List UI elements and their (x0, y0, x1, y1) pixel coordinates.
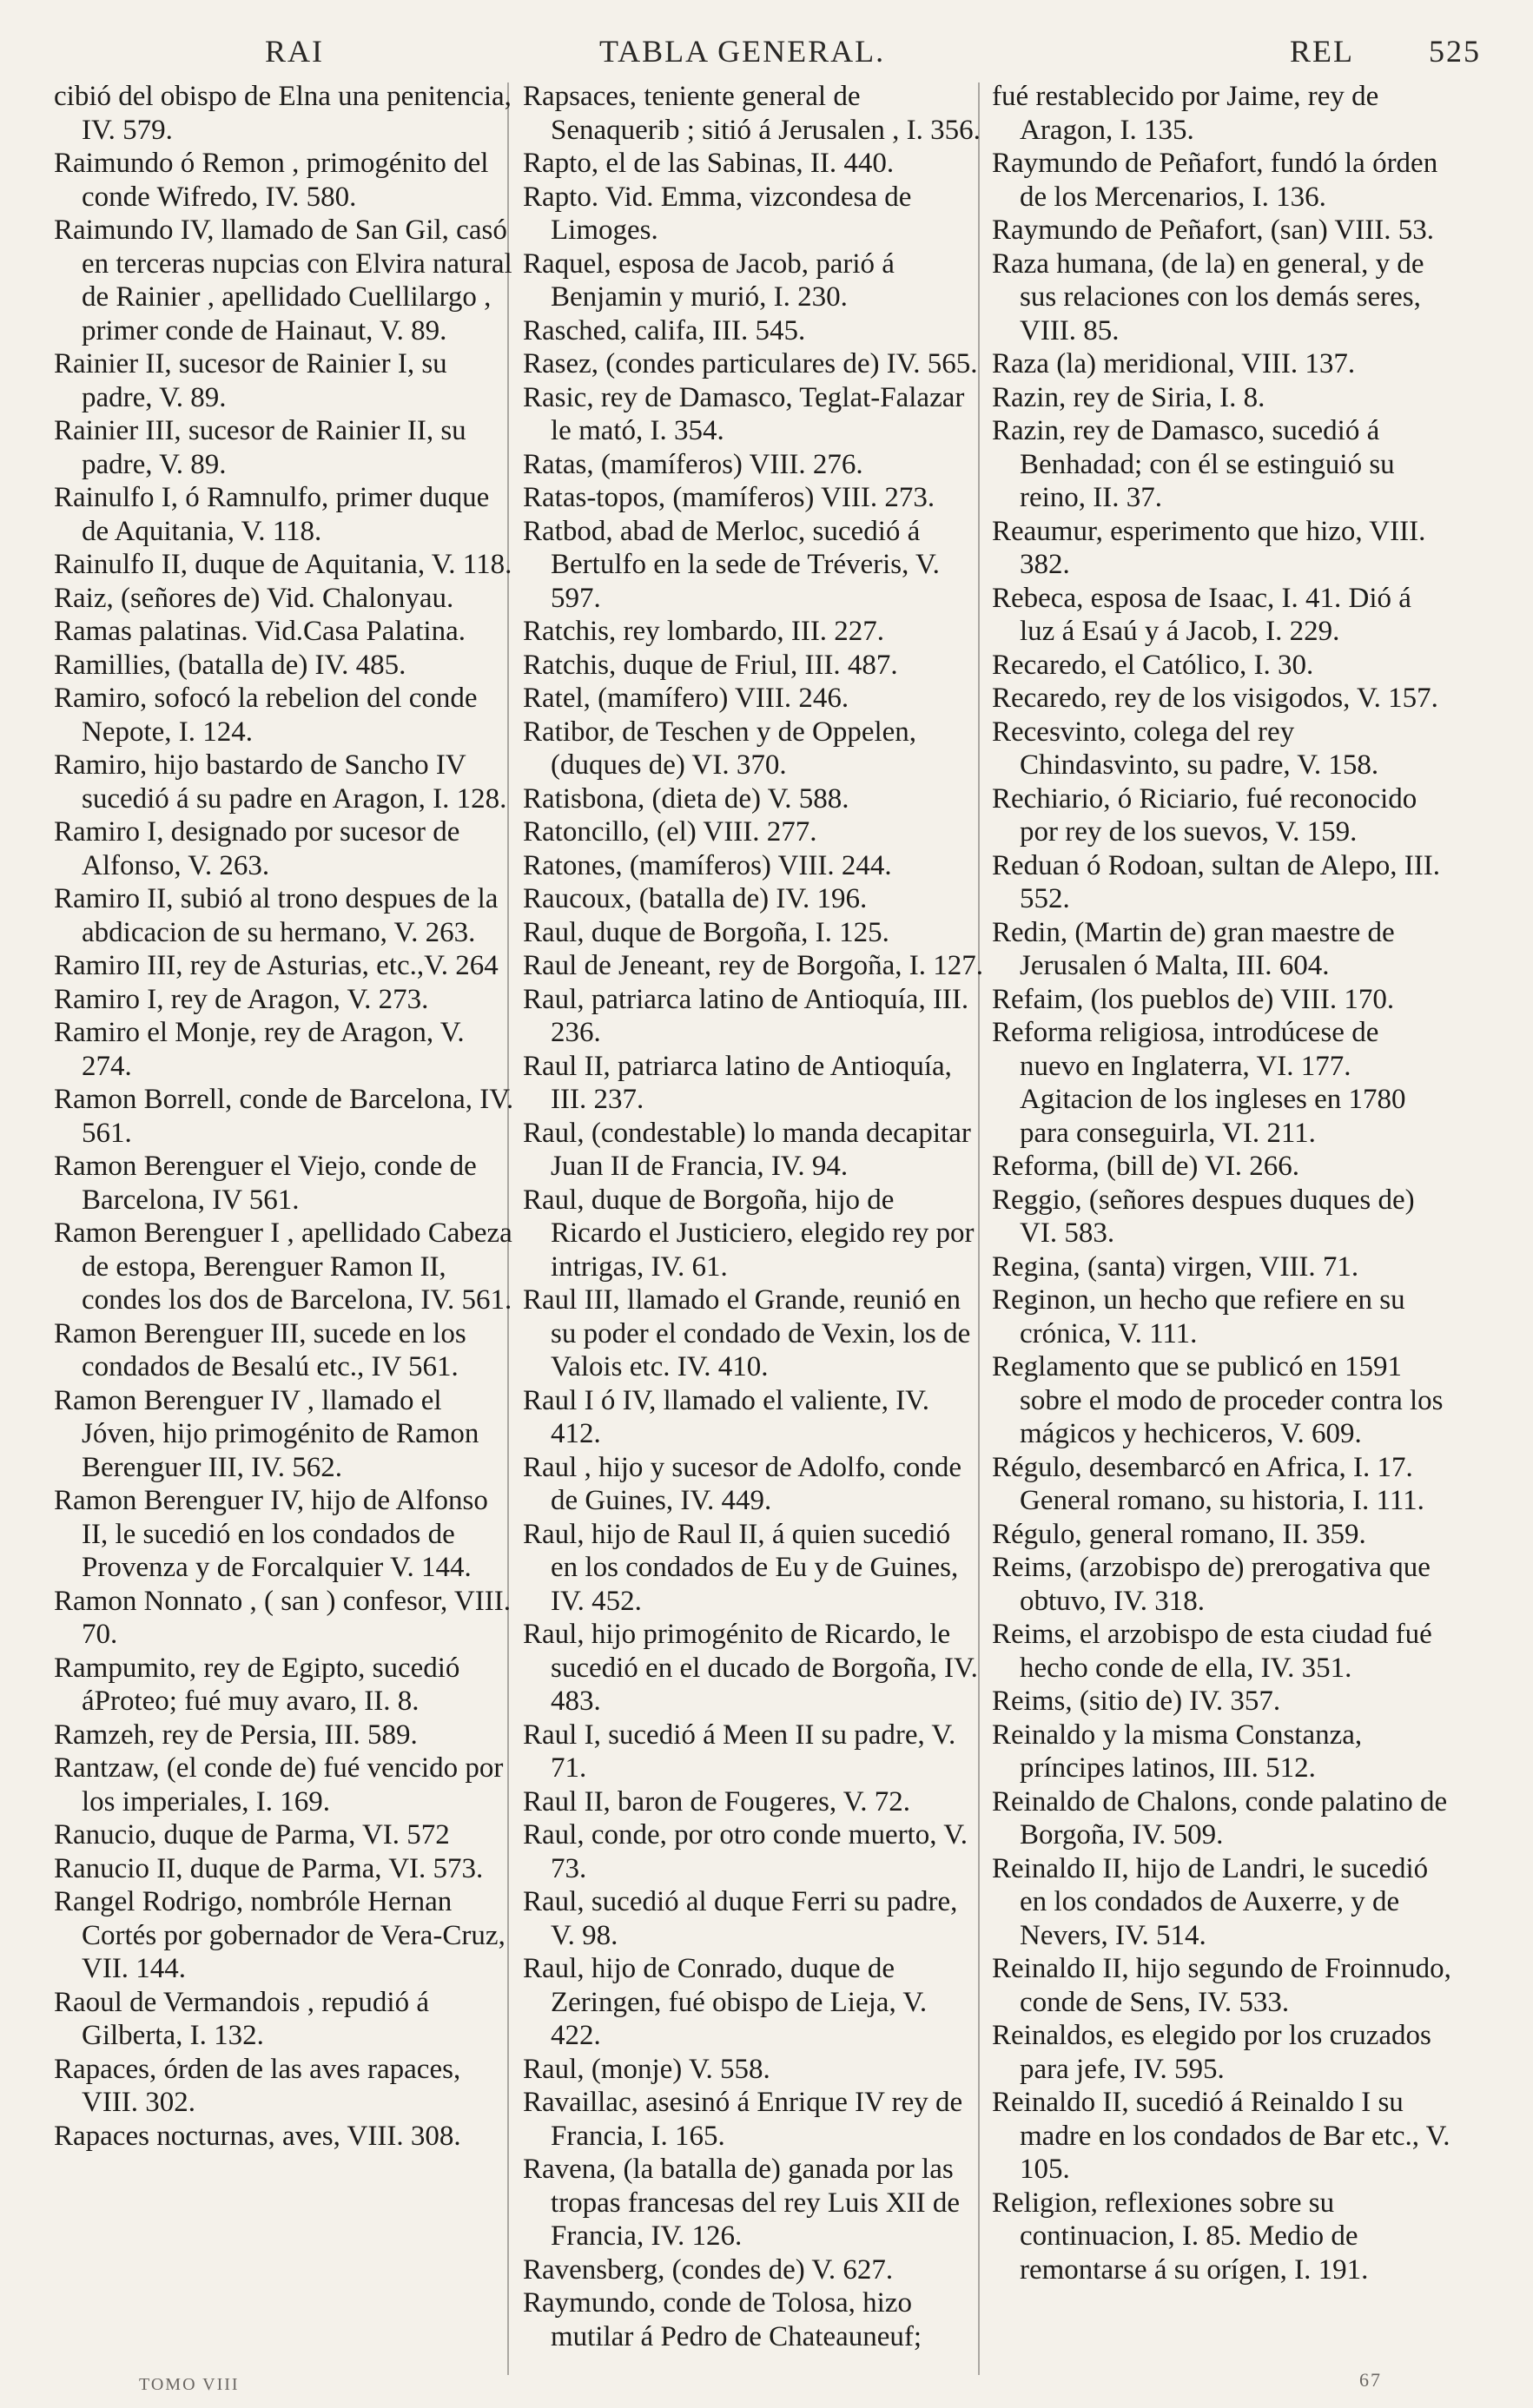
index-entry: Reforma religiosa, introdúcese de nuevo en Inglaterra, VI. 177. Agitacion de los ingleses en 1780 para conseguirla, VI. 211. (992, 1017, 1406, 1149)
index-entry: Raza (la) meridional, VIII. 137. (992, 348, 1356, 379)
index-entry: Ramon Berenguer IV, hijo de Alfonso II, le sucedió en los condados de Provenza y de Forcalquier V. 144. (54, 1485, 488, 1583)
index-entry: Ramiro III, rey de Asturias, etc.,V. 264 (54, 950, 499, 981)
index-entry: Ranucio, duque de Parma, VI. 572 (54, 1819, 450, 1851)
index-entry: Ramas palatinas. Vid.Casa Palatina. (54, 616, 466, 647)
index-entry: Ratibor, de Teschen y de Oppelen, (duques de) VI. 370. (523, 716, 917, 781)
index-entry: Rapaces nocturnas, aves, VIII. 308. (54, 2120, 461, 2152)
index-entry: Raul , hijo y sucesor de Adolfo, conde de Guines, IV. 449. (523, 1451, 961, 1516)
page-number: 525 (1429, 34, 1481, 69)
index-entry: Ramillies, (batalla de) IV. 485. (54, 649, 406, 681)
index-entry: Ramiro el Monje, rey de Aragon, V. 274. (54, 1017, 465, 1082)
index-entry: Ramiro II, subió al trono despues de la abdicacion de su hermano, V. 263. (54, 883, 499, 948)
index-entry: Redin, (Martin de) gran maestre de Jerusalen ó Malta, III. 604. (992, 916, 1395, 981)
index-entry: Ramiro, sofocó la rebelion del conde Nepote, I. 124. (54, 683, 478, 748)
index-entry: Ravena, (la batalla de) ganada por las tropas francesas del rey Luis XII de Francia, IV. 126. (523, 2154, 960, 2252)
index-entry: Rantzaw, (el conde de) fué vencido por los imperiales, I. 169. (54, 1752, 504, 1818)
index-entry: Refaim, (los pueblos de) VIII. 170. (992, 983, 1395, 1015)
index-entry: Ratel, (mamífero) VIII. 246. (523, 683, 849, 714)
index-entry: Raul, hijo de Conrado, duque de Zeringen, fué obispo de Lieja, V. 422. (523, 1953, 928, 2051)
index-entry: Reglamento que se publicó en 1591 sobre el modo de proceder contra los mágicos y hechiceros, V. 609. (992, 1351, 1444, 1449)
index-entry: Raul, (monje) V. 558. (523, 2053, 770, 2085)
index-entry: Ratones, (mamíferos) VIII. 244. (523, 849, 892, 881)
index-entry: Raiz, (señores de) Vid. Chalonyau. (54, 582, 454, 614)
index-entry: Raul de Jeneant, rey de Borgoña, I. 127. (523, 950, 983, 981)
index-entry: Raul, (condestable) lo manda decapitar Juan II de Francia, IV. 94. (523, 1117, 971, 1182)
index-entry: Raymundo de Peñafort, fundó la órden de los Mercenarios, I. 136. (992, 148, 1438, 213)
index-entry: Raul III, llamado el Grande, reunió en su poder el condado de Vexin, los de Valois etc. IV. 410. (523, 1284, 971, 1382)
index-entry: Raymundo, conde de Tolosa, hizo mutilar á Pedro de Chateauneuf; (523, 2287, 922, 2352)
header-left-guide-word: RAI (265, 34, 324, 69)
index-entry: Ramzeh, rey de Persia, III. 589. (54, 1719, 418, 1751)
index-entry: Religion, reflexiones sobre su continuacion, I. 85. Medio de remontarse á su orígen, I. 191. (992, 2187, 1369, 2286)
index-entry: Rainier III, sucesor de Rainier II, su padre, V. 89. (54, 415, 466, 480)
index-entry: cibió del obispo de Elna una penitencia, IV. 579. (54, 81, 512, 146)
index-entry: Ramiro, hijo bastardo de Sancho IV sucedió á su padre en Aragon, I. 128. (54, 749, 507, 815)
index-entry: Reggio, (señores despues duques de) VI. 583. (992, 1184, 1415, 1249)
index-entry: Raul, hijo primogénito de Ricardo, le sucedió en el ducado de Borgoña, IV. 483. (523, 1619, 978, 1717)
index-entry: Recesvinto, colega del rey Chindasvinto, su padre, V. 158. (992, 716, 1379, 781)
index-entry: Reinaldo de Chalons, conde palatino de Borgoña, IV. 509. (992, 1785, 1448, 1851)
index-entry: Reinaldo y la misma Constanza, príncipes latinos, III. 512. (992, 1719, 1363, 1784)
index-entry: Reaumur, esperimento que hizo, VIII. 382. (992, 515, 1426, 580)
index-entry: Raul, duque de Borgoña, I. 125. (523, 916, 889, 948)
index-entry: Reinaldo II, hijo segundo de Froinnudo, conde de Sens, IV. 533. (992, 1953, 1451, 2018)
index-entry: Rapto, el de las Sabinas, II. 440. (523, 148, 895, 179)
header-right-guide-word: REL (1290, 34, 1354, 69)
index-entry: Raza humana, (de la) en general, y de sus relaciones con los demás seres, VIII. 85. (992, 247, 1424, 346)
index-entry: Raul, conde, por otro conde muerto, V. 73. (523, 1819, 968, 1884)
index-entry: Raul, hijo de Raul II, á quien sucedió en los condados de Eu y de Guines, IV. 452. (523, 1518, 959, 1617)
index-entry: Rapaces, órden de las aves rapaces, VIII. 302. (54, 2053, 461, 2118)
index-entry: Ramon Borrell, conde de Barcelona, IV. 561. (54, 1084, 514, 1149)
index-entry: Raoul de Vermandois , repudió á Gilberta, I. 132. (54, 1986, 429, 2051)
index-entry: Razin, rey de Damasco, sucedió á Benhadad; con él se estinguió su reino, II. 37. (992, 415, 1395, 513)
index-column-1 (54, 80, 514, 2355)
index-entry: Raul I ó IV, llamado el valiente, IV. 412. (523, 1384, 930, 1449)
index-entry: Rasez, (condes particulares de) IV. 565. (523, 348, 978, 379)
index-entry: Ratchis, rey lombardo, III. 227. (523, 616, 885, 647)
index-column-2 (523, 80, 983, 2355)
index-entry: Ramiro I, rey de Aragon, V. 273. (54, 983, 429, 1015)
index-entry: Ratbod, abad de Merloc, sucedió á Bertulfo en la sede de Tréveris, V. 597. (523, 515, 940, 614)
index-entry: Ramon Nonnato , ( san ) confesor, VIII. 70. (54, 1585, 511, 1650)
index-entry: Rasic, rey de Damasco, Teglat-Falazar le mató, I. 354. (523, 381, 965, 446)
index-column-3 (992, 80, 1452, 2355)
header-title: TABLA GENERAL. (599, 34, 886, 69)
index-entry: Ravaillac, asesinó á Enrique IV rey de Francia, I. 165. (523, 2087, 963, 2152)
footer-volume: TOMO VIII (139, 2375, 240, 2394)
index-entry: Reims, el arzobispo de esta ciudad fué hecho conde de ella, IV. 351. (992, 1619, 1432, 1684)
index-entry: Ratoncillo, (el) VIII. 277. (523, 816, 817, 848)
index-entry: Raul, patriarca latino de Antioquía, III. 236. (523, 983, 969, 1048)
index-entry: fué restablecido por Jaime, rey de Aragon, I. 135. (992, 81, 1379, 146)
index-entry: Ranucio II, duque de Parma, VI. 573. (54, 1852, 484, 1884)
index-entry: Rasched, califa, III. 545. (523, 314, 806, 346)
index-entry: Raul, duque de Borgoña, hijo de Ricardo el Justiciero, elegido rey por intrigas, IV. 61. (523, 1184, 975, 1283)
index-entry: Ratisbona, (dieta de) V. 588. (523, 782, 849, 815)
index-entry: Reims, (sitio de) IV. 357. (992, 1686, 1281, 1717)
index-entry: Régulo, desembarcó en Africa, I. 17. General romano, su historia, I. 111. (992, 1451, 1424, 1516)
index-entry: Rapsaces, teniente general de Senaquerib ; sitió á Jerusalen , I. 356. (523, 81, 981, 146)
index-entry: Rechiario, ó Riciario, fué reconocido por rey de los suevos, V. 159. (992, 782, 1417, 848)
index-entry: Ramiro I, designado por sucesor de Alfonso, V. 263. (54, 816, 460, 881)
index-entry: Raul I, sucedió á Meen II su padre, V. 71. (523, 1719, 956, 1784)
index-entry: Recaredo, rey de los visigodos, V. 157. (992, 683, 1438, 714)
index-entry: Raucoux, (batalla de) IV. 196. (523, 883, 868, 914)
index-entry: Reinaldo II, hijo de Landri, le sucedió en los condados de Auxerre, y de Nevers, IV. 514. (992, 1852, 1429, 1951)
index-entry: Rebeca, esposa de Isaac, I. 41. Dió á luz á Esaú y á Jacob, I. 229. (992, 582, 1411, 647)
index-entry: Rapto. Vid. Emma, vizcondesa de Limoges. (523, 181, 912, 246)
index-entry: Ravensberg, (condes de) V. 627. (523, 2253, 894, 2286)
index-entry: Ramon Berenguer I , apellidado Cabeza de estopa, Berenguer Ramon II, condes los dos de Barcelona, IV. 561. (54, 1217, 512, 1316)
index-entry: Regina, (santa) virgen, VIII. 71. (992, 1250, 1359, 1283)
index-entry: Reginon, un hecho que refiere en su crónica, V. 111. (992, 1284, 1405, 1349)
index-entry: Ratchis, duque de Friul, III. 487. (523, 649, 898, 681)
index-entry: Ratas, (mamíferos) VIII. 276. (523, 448, 863, 480)
index-entry: Reims, (arzobispo de) prerogativa que obtuvo, IV. 318. (992, 1552, 1431, 1617)
index-entry: Rainulfo II, duque de Aquitania, V. 118. (54, 549, 512, 580)
footer-signature: 67 (1359, 2369, 1382, 2391)
index-entry: Reinaldos, es elegido por los cruzados para jefe, IV. 595. (992, 2020, 1431, 2085)
index-entry: Rangel Rodrigo, nombróle Hernan Cortés por gobernador de Vera-Cruz, VII. 144. (54, 1886, 505, 1984)
index-entry: Régulo, general romano, II. 359. (992, 1518, 1366, 1550)
page-header (52, 33, 1481, 76)
index-entry: Raimundo IV, llamado de San Gil, casó en terceras nupcias con Elvira natural de Rainier , apellidado Cuellilargo , primer conde de Hainaut, V. 89. (54, 214, 512, 346)
index-entry: Ramon Berenguer IV , llamado el Jóven, hijo primogénito de Ramon Berenguer III, IV. 562. (54, 1384, 479, 1483)
index-entry: Rainulfo I, ó Ramnulfo, primer duque de Aquitania, V. 118. (54, 482, 490, 547)
index-entry: Razin, rey de Siria, I. 8. (992, 381, 1265, 413)
index-entry: Raymundo de Peñafort, (san) VIII. 53. (992, 214, 1434, 246)
index-entry: Ramon Berenguer el Viejo, conde de Barcelona, IV 561. (54, 1151, 477, 1216)
index-entry: Raul, sucedió al duque Ferri su padre, V. 98. (523, 1886, 958, 1951)
index-entry: Reduan ó Rodoan, sultan de Alepo, III. 552. (992, 849, 1440, 914)
index-entry: Reforma, (bill de) VI. 266. (992, 1151, 1300, 1182)
index-entry: Ratas-topos, (mamíferos) VIII. 273. (523, 482, 935, 513)
index-entry: Raul II, baron de Fougeres, V. 72. (523, 1785, 911, 1818)
index-entry: Reinaldo II, sucedió á Reinaldo I su madre en los condados de Bar etc., V. 105. (992, 2087, 1450, 2185)
index-entry: Rampumito, rey de Egipto, sucedió áProteo; fué muy avaro, II. 8. (54, 1652, 460, 1717)
index-entry: Ramon Berenguer III, sucede en los condados de Besalú etc., IV 561. (54, 1317, 466, 1382)
index-entry: Raquel, esposa de Jacob, parió á Benjamin y murió, I. 230. (523, 247, 895, 313)
index-entry: Recaredo, el Católico, I. 30. (992, 649, 1314, 681)
index-entry: Raul II, patriarca latino de Antioquía, III. 237. (523, 1050, 952, 1115)
index-entry: Rainier II, sucesor de Rainier I, su padre, V. 89. (54, 348, 447, 413)
index-entry: Raimundo ó Remon , primogénito del conde Wifredo, IV. 580. (54, 148, 489, 213)
